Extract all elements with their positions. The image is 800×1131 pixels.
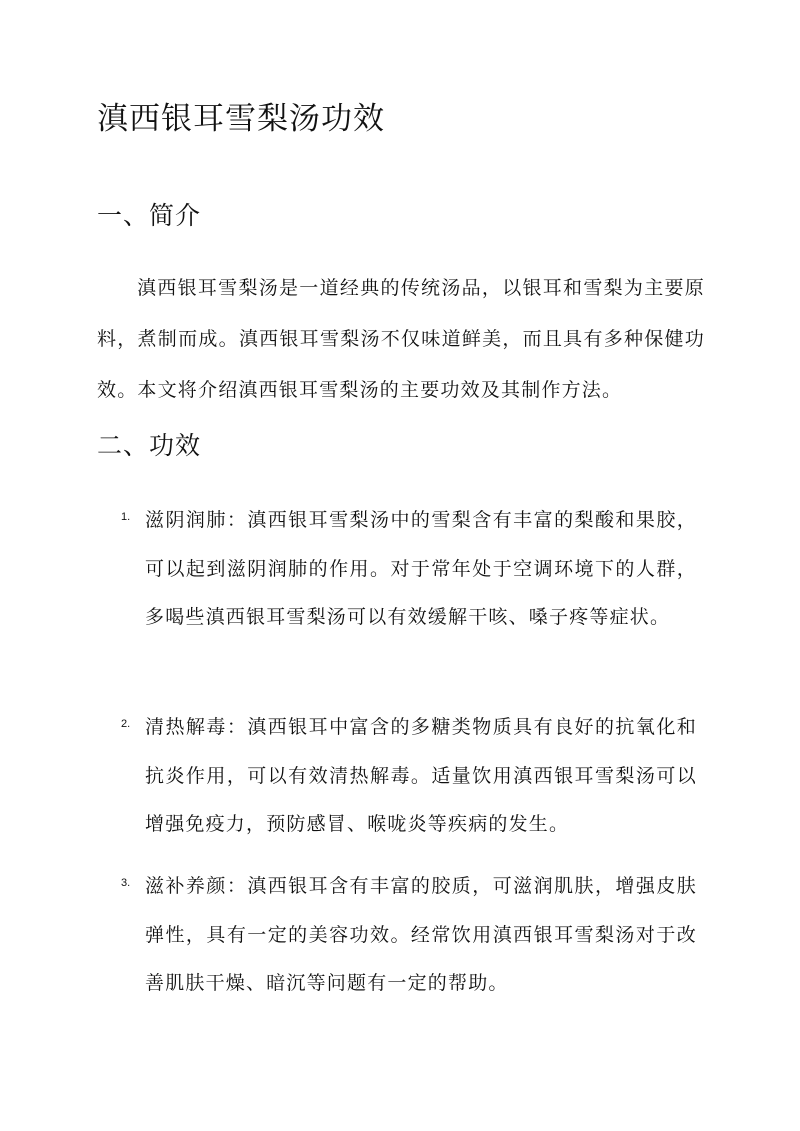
list-item-number: 1. xyxy=(121,511,131,523)
list-item-number: 3. xyxy=(121,877,131,889)
list-item-text: 滋补养颜：滇西银耳含有丰富的胶质，可滋润肌肤，增强皮肤弹性，具有一定的美容功效。经常饮用滇西银耳雪梨汤对于改善肌肤干燥、暗沉等问题有一定的帮助。 xyxy=(145,875,697,994)
intro-paragraph: 滇西银耳雪梨汤是一道经典的传统汤品，以银耳和雪梨为主要原料，煮制而成。滇西银耳雪梨汤不仅味道鲜美，而且具有多种保健功效。本文将介绍滇西银耳雪梨汤的主要功效及其制作方法。 xyxy=(97,277,705,401)
list-item-text: 清热解毒：滇西银耳中富含的多糖类物质具有良好的抗氧化和抗炎作用，可以有效清热解毒。适量饮用滇西银耳雪梨汤可以增强免疫力，预防感冒、喉咙炎等疾病的发生。 xyxy=(145,716,697,835)
page-title: 滇西银耳雪梨汤功效 xyxy=(97,101,385,137)
intro-heading: 一、简介 xyxy=(97,201,202,230)
list-item-number: 2. xyxy=(121,718,131,730)
list-item-text: 滋阴润肺：滇西银耳雪梨汤中的雪梨含有丰富的梨酸和果胶，可以起到滋阴润肺的作用。对于常年处于空调环境下的人群，多喝些滇西银耳雪梨汤可以有效缓解干咳、嗓子疼等症状。 xyxy=(145,509,697,628)
efficacy-heading: 二、功效 xyxy=(97,431,202,460)
